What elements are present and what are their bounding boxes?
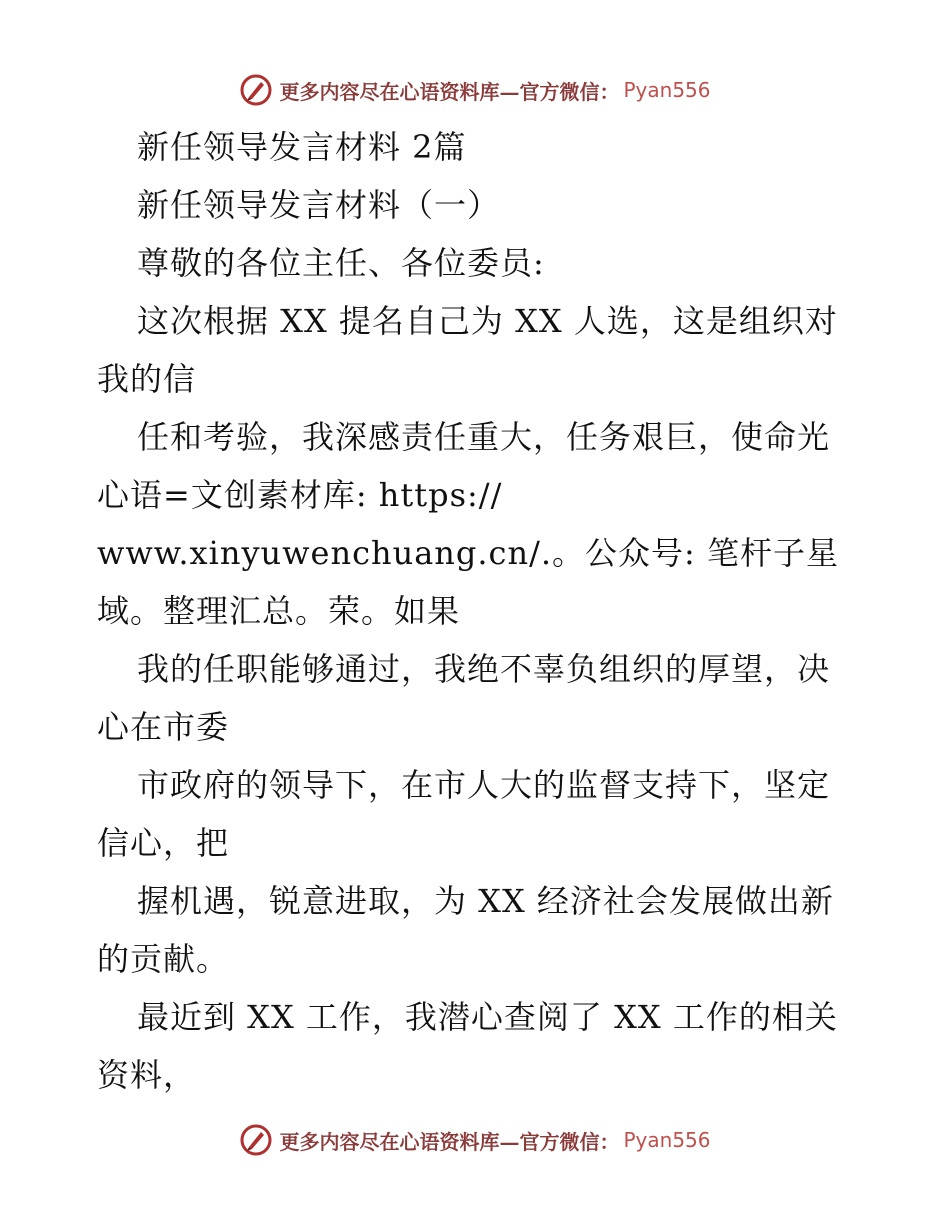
footer-banner-text: 更多内容尽在心语资料库—官方微信： [279, 1129, 620, 1154]
paragraph-line: 的贡献。 [97, 940, 230, 978]
document-body [97, 118, 857, 1104]
header-banner-text: 更多内容尽在心语资料库—官方微信： [279, 79, 620, 104]
pen-circle-logo-icon [239, 73, 273, 107]
document-subtitle: 新任领导发言材料（一） [137, 186, 501, 224]
header-banner-contact: Pyan556 [623, 78, 711, 102]
paragraph-line: 我的信 [97, 360, 197, 398]
paragraph-line: 市政府的领导下，在市人大的监督支持下，坚定 [137, 766, 831, 804]
paragraph-line: 任和考验，我深感责任重大，任务艰巨，使命光 [137, 418, 831, 456]
paragraph-line: 信心，把 [97, 824, 230, 862]
paragraph-line: 最近到 XX 工作，我潜心查阅了 XX 工作的相关 [137, 998, 838, 1036]
header-banner [0, 70, 950, 110]
document-title: 新任领导发言材料 2篇 [137, 128, 467, 166]
paragraph-line: 心在市委 [97, 708, 230, 746]
paragraph-line: 资料， [97, 1056, 197, 1094]
pen-circle-logo-icon [239, 1123, 273, 1157]
paragraph-line: 握机遇，锐意进取，为 XX 经济社会发展做出新 [137, 882, 834, 920]
footer-banner-contact: Pyan556 [623, 1128, 711, 1152]
paragraph-line: 我的任职能够通过，我绝不辜负组织的厚望，决 [137, 650, 831, 688]
salutation: 尊敬的各位主任、各位委员: [137, 244, 545, 282]
footer-banner [0, 1120, 950, 1160]
paragraph-line: 域。整理汇总。荣。如果 [97, 592, 461, 630]
paragraph-line: 心语=文创素材库: https:// [97, 476, 503, 514]
paragraph-line: www.xinyuwenchuang.cn/.。公众号: 笔杆子星 [97, 534, 839, 572]
paragraph-line: 这次根据 XX 提名自己为 XX 人选，这是组织对 [137, 302, 838, 340]
